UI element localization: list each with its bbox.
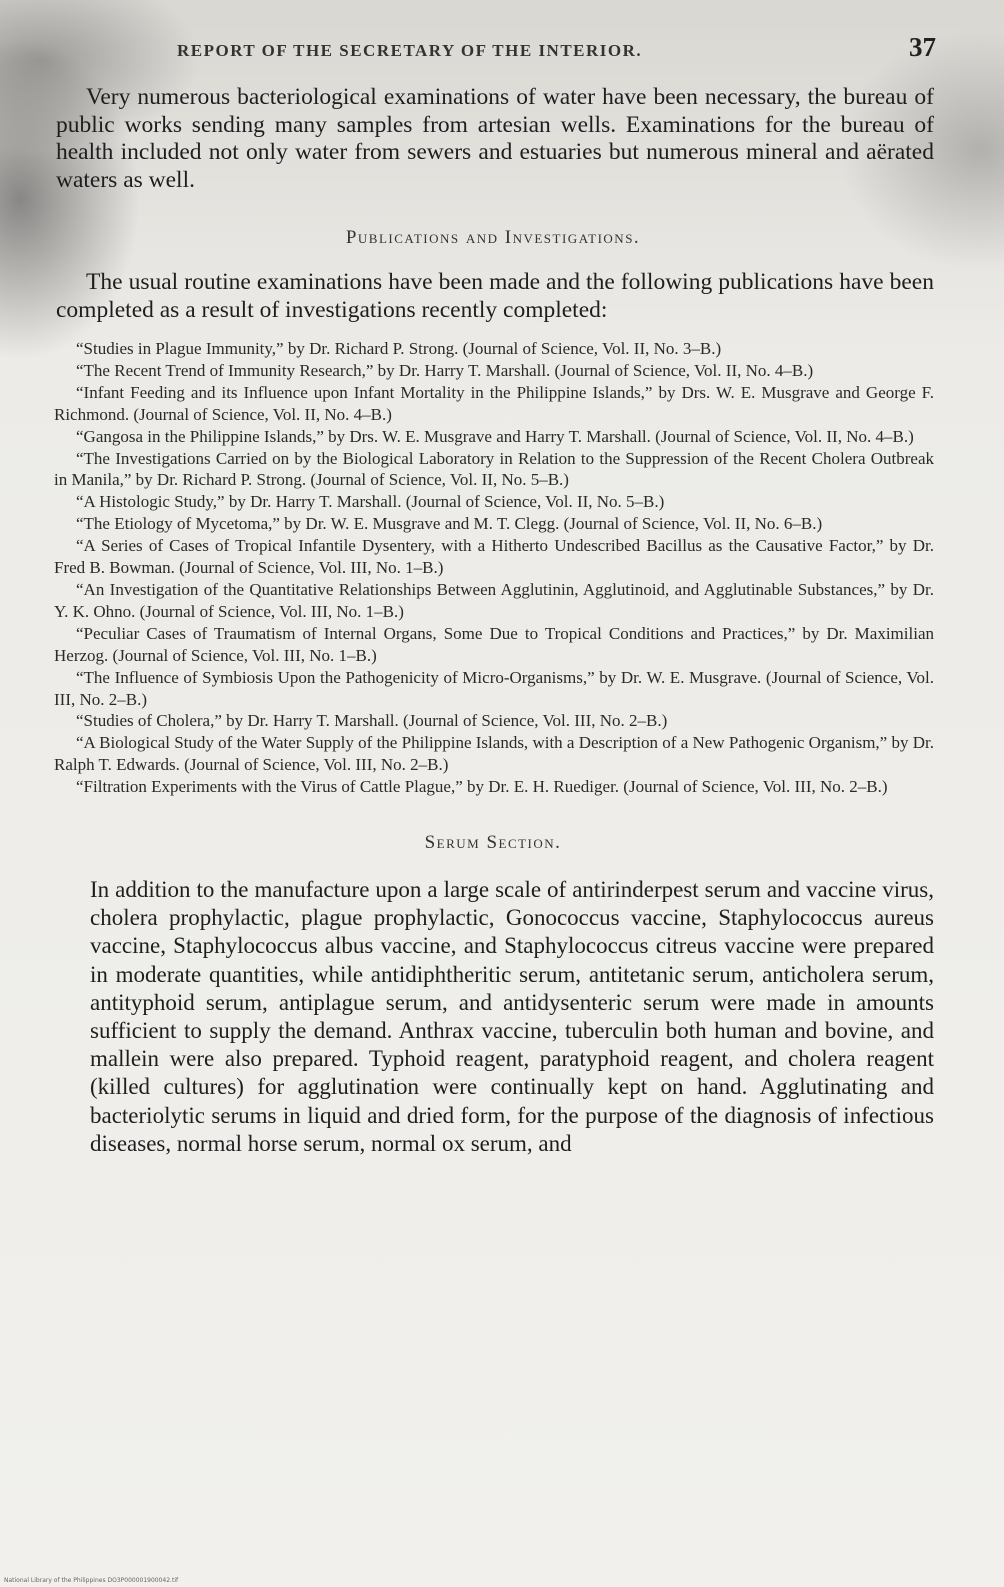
publication-entry: “Filtration Experiments with the Virus of Cattle Plague,” by Dr. E. H. Ruediger. (Journal of Science, Vol. III, No. 2–B.) [76, 777, 888, 797]
intro-paragraph: Very numerous bacteriological examinations of water have been necessary, the bureau of public works sending many samples from artesian wells. Examinations for the bureau of health included not only water from sewers and estuaries but numerous mineral and aërated waters as well. [56, 84, 934, 193]
page-number: 37 [909, 32, 936, 62]
publication-entry: “The Influence of Symbiosis Upon the Pathogenicity of Micro-Organisms,” by Dr. W. E. Musgrave. (Journal of Science, Vol. III, No. 2–B.) [54, 667, 934, 709]
publication-entry: “A Histologic Study,” by Dr. Harry T. Marshall. (Journal of Science, Vol. II, No. 5–B.) [76, 492, 665, 512]
publications-intro-paragraph: The usual routine examinations have been made and the following publications have been completed as a result of investigations recently completed: [56, 269, 934, 323]
publication-entry: “The Investigations Carried on by the Biological Laboratory in Relation to the Suppression of the Recent Cholera Outbreak in Manila,” by Dr. Richard P. Strong. (Journal of Science, Vol. II, No. 5–B.) [54, 448, 934, 490]
publication-entry: “The Recent Trend of Immunity Research,” by Dr. Harry T. Marshall. (Journal of Science, Vol. II, No. 4–B.) [76, 360, 814, 380]
publications-list [52, 338, 934, 798]
publication-entry: “Studies in Plague Immunity,” by Dr. Richard P. Strong. (Journal of Science, Vol. II, No. 3–B.) [76, 339, 722, 358]
page-header [52, 32, 934, 72]
scan-footer-note: National Library of the Philippines DO3P000001900042.tif [4, 1577, 179, 1584]
serum-paragraph: In addition to the manufacture upon a large scale of antirinderpest serum and vaccine virus, cholera prophylactic, plague prophylactic, Gonococcus vaccine, Staphylococcus aureus vaccine, Staphylococcus albus vaccine, and Staphylococcus citreus vaccine were prepared in moderate quantities, while antidiphtheritic serum, antitetanic serum, anticholera serum, antityphoid serum, antiplague serum, and antidysenteric serum were made in amounts sufficient to supply the demand. Anthrax vaccine, tuberculin both human and bovine, and mallein were also prepared. Typhoid reagent, paratyphoid reagent, and cholera reagent (killed cultures) for agglutination were continually kept on hand. Agglutinating and bacteriolytic serums in liquid and dried form, for the purpose of the diagnosis of infectious diseases, normal horse serum, normal ox serum, and [90, 877, 934, 1156]
section-heading-serum: Serum Section. [424, 832, 562, 854]
publication-entry: “The Etiology of Mycetoma,” by Dr. W. E. Musgrave and M. T. Clegg. (Journal of Science, Vol. II, No. 6–B.) [76, 514, 823, 534]
publication-entry: “A Series of Cases of Tropical Infantile Dysentery, with a Hitherto Undescribed Bacillus as the Causative Factor,” by Dr. Fred B. Bowman. (Journal of Science, Vol. III, No. 1–B.) [54, 536, 934, 578]
running-head: REPORT OF THE SECRETARY OF THE INTERIOR. [177, 41, 643, 60]
publication-entry: “Peculiar Cases of Traumatism of Internal Organs, Some Due to Tropical Conditions and Practices,” by Dr. Maximilian Herzog. (Journal of Science, Vol. III, No. 1–B.) [54, 623, 934, 665]
publication-entry: “Infant Feeding and its Influence upon Infant Mortality in the Philippine Islands,” by Drs. W. E. Musgrave and George F. Richmond. (Journal of Science, Vol. II, No. 4–B.) [54, 382, 934, 424]
publication-entry: “A Biological Study of the Water Supply of the Philippine Islands, with a Description of a New Pathogenic Organism,” by Dr. Ralph T. Edwards. (Journal of Science, Vol. III, No. 2–B.) [54, 733, 934, 775]
section-heading-publications: Publications and Investigations. [345, 227, 641, 248]
publication-entry: “Gangosa in the Philippine Islands,” by Drs. W. E. Musgrave and Harry T. Marshall. (Journal of Science, Vol. II, No. 4–B.) [76, 426, 914, 446]
publication-entry: “Studies of Cholera,” by Dr. Harry T. Marshall. (Journal of Science, Vol. III, No. 2–B.) [76, 711, 668, 731]
publication-entry: “An Investigation of the Quantitative Relationships Between Agglutinin, Agglutinoid, and Agglutinable Substances,” by Dr. Y. K. Ohno. (Journal of Science, Vol. III, No. 1–B.) [54, 579, 934, 621]
